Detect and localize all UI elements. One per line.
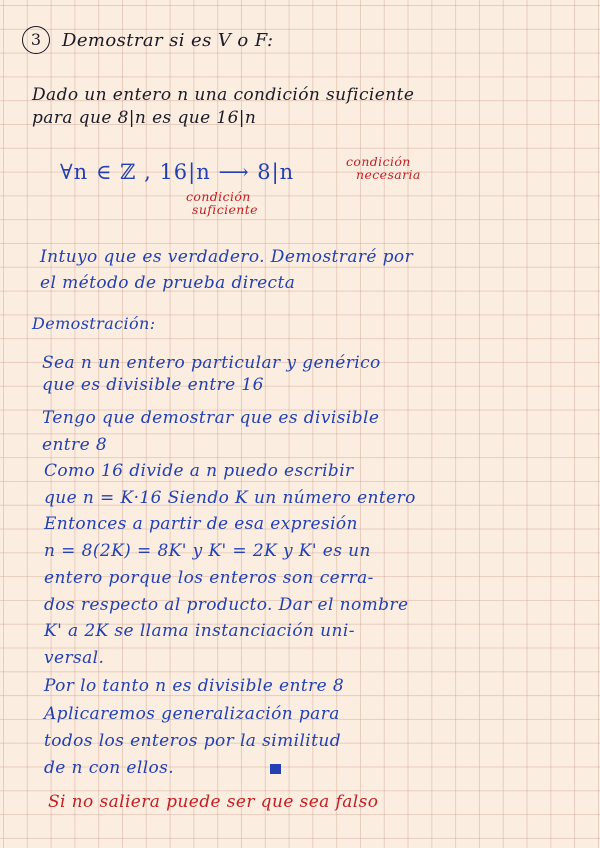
- label-sufficient-2: suficiente: [192, 202, 258, 217]
- statement-line-2: para que 8|n es que 16|n: [32, 108, 257, 128]
- proof-line: Sea n un entero particular y genérico: [42, 353, 381, 373]
- qed-mark: [270, 764, 281, 774]
- proof-line: Entonces a partir de esa expresión: [44, 514, 358, 534]
- implication-formula: ∀n ∈ ℤ , 16|n ⟶ 8|n: [60, 160, 295, 184]
- proof-line: de n con ellos.: [44, 758, 175, 778]
- proof-line: entero porque los enteros son cerra-: [44, 568, 374, 588]
- proof-label: Demostración:: [32, 314, 156, 333]
- proof-line: dos respecto al producto. Dar el nombre: [44, 595, 409, 615]
- label-sufficient-1: condición: [186, 189, 251, 204]
- intuition-line-1: Intuyo que es verdadero. Demostraré por: [40, 247, 414, 267]
- proof-line: n = 8(2K) = 8K' y K' = 2K y K' es un: [44, 541, 371, 561]
- proof-line: que es divisible entre 16: [42, 375, 264, 395]
- proof-line: entre 8: [42, 435, 108, 455]
- proof-line: Aplicaremos generalización para: [44, 704, 340, 724]
- closing-note: Si no saliera puede ser que sea falso: [48, 792, 379, 812]
- statement-line-1: Dado un entero n una condición suficiente: [32, 85, 415, 105]
- proof-line: todos los enteros por la similitud: [44, 731, 341, 751]
- proof-line: K' a 2K se llama instanciación uni-: [44, 621, 355, 641]
- proof-line: que n = K·16 Siendo K un número entero: [44, 488, 416, 508]
- problem-number: 3: [22, 26, 50, 54]
- problem-heading: Demostrar si es V o F:: [62, 30, 274, 51]
- proof-line: versal.: [44, 648, 105, 668]
- label-necessary-2: necesaria: [356, 167, 421, 182]
- proof-line: Como 16 divide a n puedo escribir: [44, 461, 354, 481]
- intuition-line-2: el método de prueba directa: [40, 273, 296, 293]
- label-necessary-1: condición: [346, 154, 411, 169]
- proof-line: Por lo tanto n es divisible entre 8: [44, 676, 345, 696]
- proof-line: Tengo que demostrar que es divisible: [42, 408, 380, 428]
